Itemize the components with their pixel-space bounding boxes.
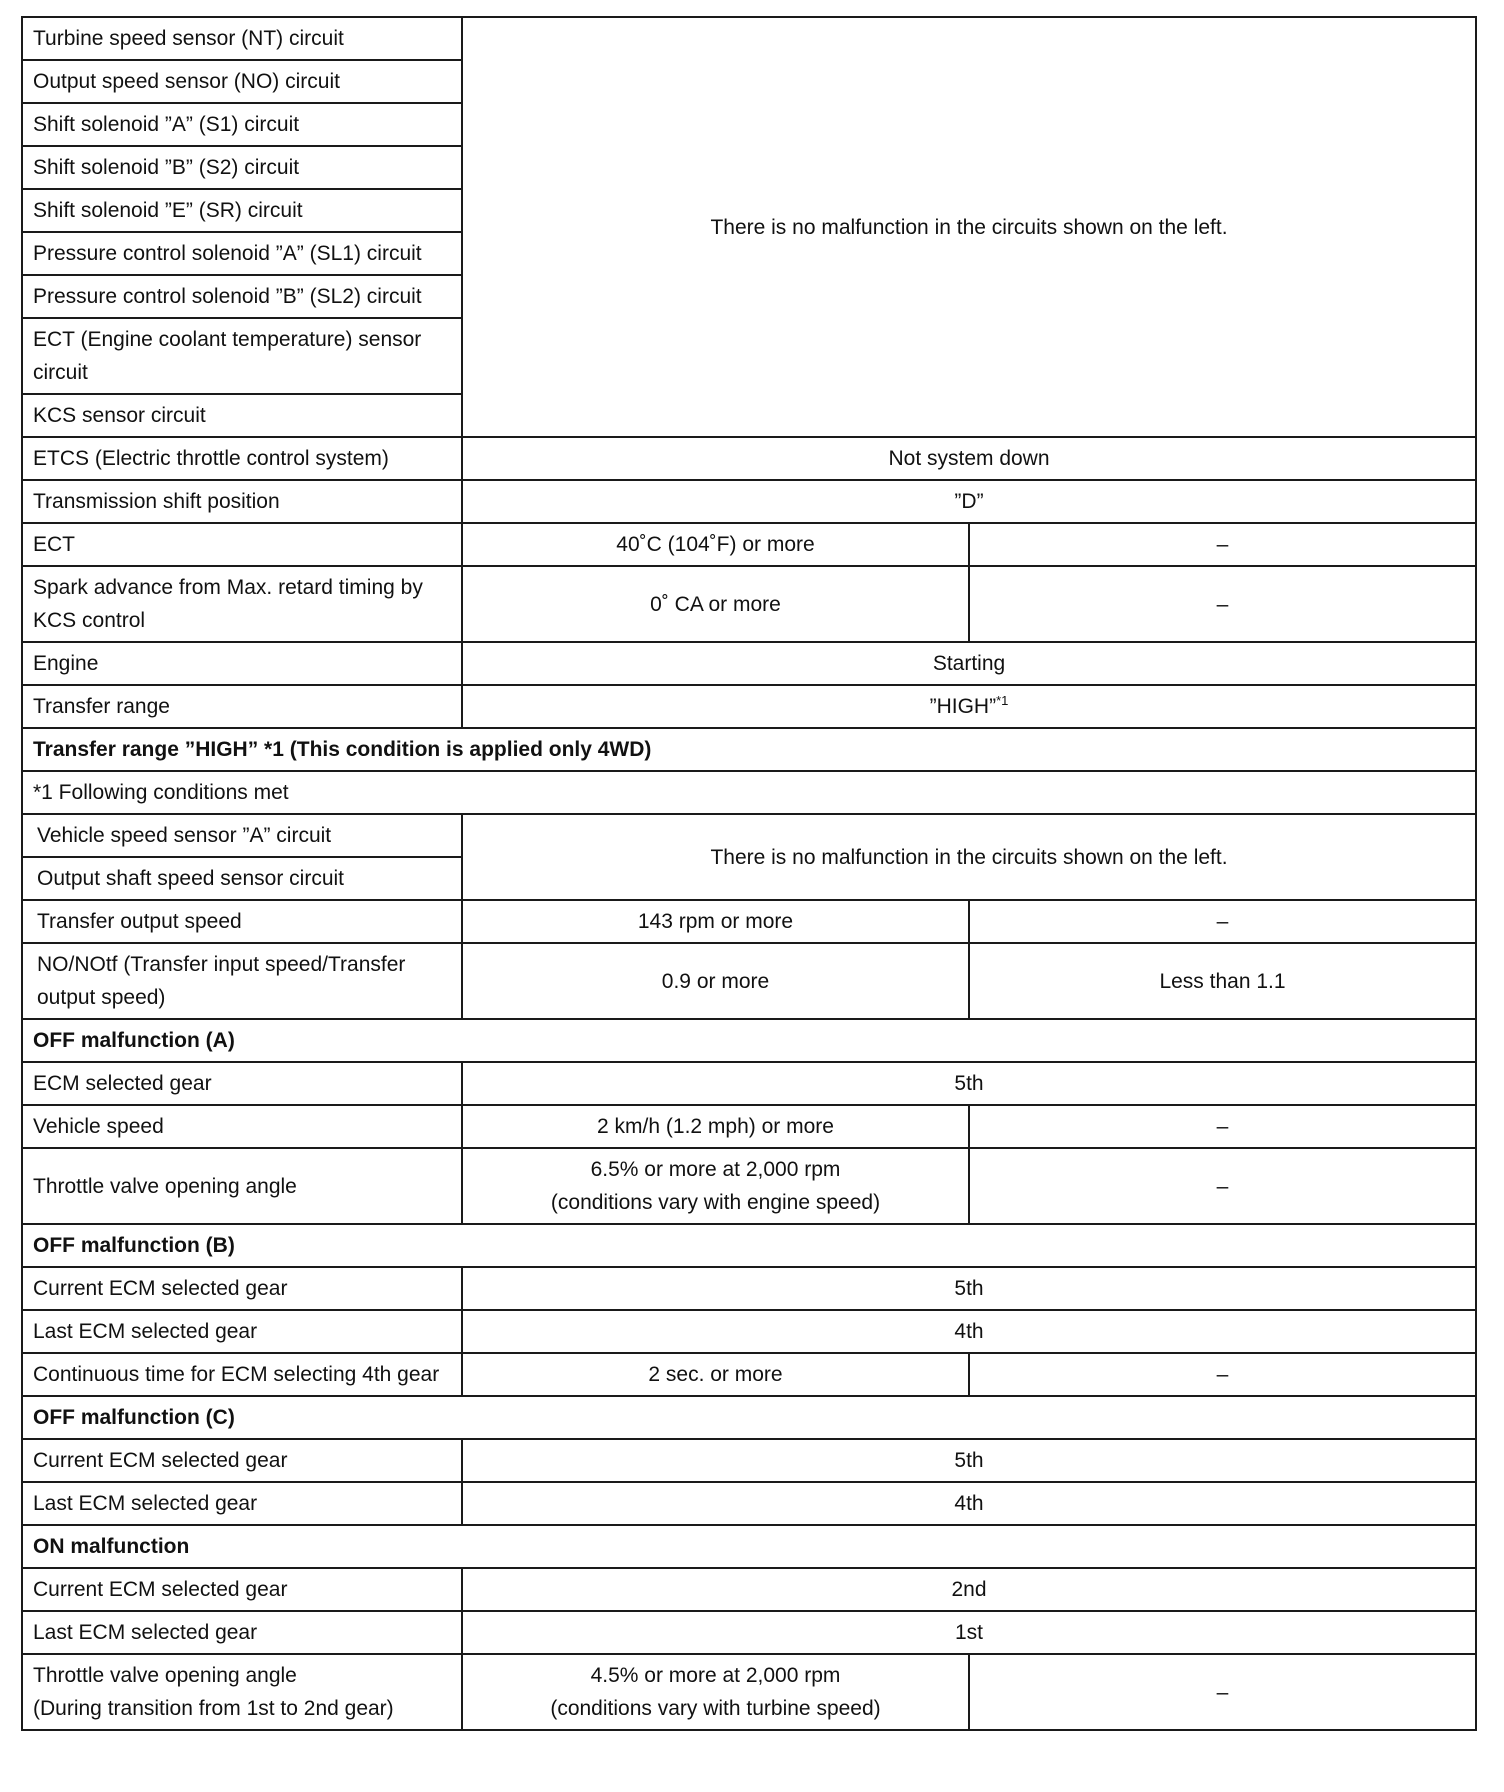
- transfer-output-speed-label: Transfer output speed: [22, 900, 462, 943]
- speed-ratio-value: 0.9 or more: [462, 943, 969, 1019]
- shift-position-label: Transmission shift position: [22, 480, 462, 523]
- circuit-label: KCS sensor circuit: [22, 394, 462, 437]
- on-throttle-label-line-1: Throttle valve opening angle: [33, 1664, 297, 1687]
- off-malfunction-c-header: OFF malfunction (C): [22, 1396, 1476, 1439]
- vehicle-speed-label: Vehicle speed: [22, 1105, 462, 1148]
- on-throttle-value-line-1: 4.5% or more at 2,000 rpm: [590, 1664, 841, 1687]
- circuit-label: Output speed sensor (NO) circuit: [22, 60, 462, 103]
- circuit-label: Shift solenoid ”A” (S1) circuit: [22, 103, 462, 146]
- ecm-gear-value: 5th: [462, 1062, 1476, 1105]
- on-throttle-value-2: –: [969, 1654, 1476, 1730]
- circuit-label: Pressure control solenoid ”B” (SL2) circuit: [22, 275, 462, 318]
- current-gear-label: Current ECM selected gear: [22, 1439, 462, 1482]
- continuous-time-label: Continuous time for ECM selecting 4th gear: [22, 1353, 462, 1396]
- transfer-section-header: Transfer range ”HIGH” *1 (This condition is applied only 4WD): [22, 728, 1476, 771]
- transfer-no-malfunction-result: There is no malfunction in the circuits shown on the left.: [462, 814, 1476, 900]
- transfer-output-speed-value-2: –: [969, 900, 1476, 943]
- vehicle-speed-value-2: –: [969, 1105, 1476, 1148]
- transfer-output-speed-value: 143 rpm or more: [462, 900, 969, 943]
- ect-value-2: –: [969, 523, 1476, 566]
- circuit-label: Shift solenoid ”B” (S2) circuit: [22, 146, 462, 189]
- current-gear-value: 5th: [462, 1439, 1476, 1482]
- vehicle-speed-value: 2 km/h (1.2 mph) or more: [462, 1105, 969, 1148]
- throttle-value-line-1: 6.5% or more at 2,000 rpm: [590, 1158, 841, 1181]
- circuit-label: Shift solenoid ”E” (SR) circuit: [22, 189, 462, 232]
- ecm-gear-label: ECM selected gear: [22, 1062, 462, 1105]
- circuit-label: Output shaft speed sensor circuit: [22, 857, 462, 900]
- last-gear-label: Last ECM selected gear: [22, 1482, 462, 1525]
- last-gear-label: Last ECM selected gear: [22, 1611, 462, 1654]
- off-malfunction-b-header: OFF malfunction (B): [22, 1224, 1476, 1267]
- footnote-text: *1 Following conditions met: [22, 771, 1476, 814]
- last-gear-value: 1st: [462, 1611, 1476, 1654]
- continuous-time-value-2: –: [969, 1353, 1476, 1396]
- transfer-range-label: Transfer range: [22, 685, 462, 728]
- throttle-value-line-2: (conditions vary with engine speed): [550, 1191, 881, 1214]
- speed-ratio-value-2: Less than 1.1: [969, 943, 1476, 1019]
- current-gear-label: Current ECM selected gear: [22, 1267, 462, 1310]
- on-throttle-value: [462, 1654, 969, 1730]
- on-throttle-label-line-2: (During transition from 1st to 2nd gear): [33, 1697, 394, 1720]
- off-malfunction-a-header: OFF malfunction (A): [22, 1019, 1476, 1062]
- circuit-label: Pressure control solenoid ”A” (SL1) circuit: [22, 232, 462, 275]
- on-throttle-label: [22, 1654, 462, 1730]
- no-malfunction-result: There is no malfunction in the circuits shown on the left.: [462, 17, 1476, 437]
- footnote-marker: *1: [996, 693, 1009, 708]
- on-throttle-value-line-2: (conditions vary with turbine speed): [550, 1697, 881, 1720]
- conditions-table: [21, 16, 1477, 1731]
- shift-position-value: ”D”: [462, 480, 1476, 523]
- ect-label: ECT: [22, 523, 462, 566]
- circuit-label: ECT (Engine coolant temperature) sensor circuit: [22, 318, 462, 394]
- engine-value: Starting: [462, 642, 1476, 685]
- etcs-value: Not system down: [462, 437, 1476, 480]
- current-gear-label: Current ECM selected gear: [22, 1568, 462, 1611]
- ect-value: 40˚C (104˚F) or more: [462, 523, 969, 566]
- throttle-value-2: –: [969, 1148, 1476, 1224]
- continuous-time-value: 2 sec. or more: [462, 1353, 969, 1396]
- circuit-label: Turbine speed sensor (NT) circuit: [22, 17, 462, 60]
- last-gear-value: 4th: [462, 1310, 1476, 1353]
- transfer-range-cell: [462, 685, 1476, 728]
- spark-advance-label: Spark advance from Max. retard timing by KCS control: [22, 566, 462, 642]
- current-gear-value: 5th: [462, 1267, 1476, 1310]
- circuit-label: Vehicle speed sensor ”A” circuit: [22, 814, 462, 857]
- speed-ratio-label: NO/NOtf (Transfer input speed/Transfer output speed): [22, 943, 462, 1019]
- throttle-label: Throttle valve opening angle: [22, 1148, 462, 1224]
- current-gear-value: 2nd: [462, 1568, 1476, 1611]
- last-gear-label: Last ECM selected gear: [22, 1310, 462, 1353]
- engine-label: Engine: [22, 642, 462, 685]
- throttle-value: [462, 1148, 969, 1224]
- on-malfunction-header: ON malfunction: [22, 1525, 1476, 1568]
- etcs-label: ETCS (Electric throttle control system): [22, 437, 462, 480]
- spark-advance-value-2: –: [969, 566, 1476, 642]
- spark-advance-value: 0˚ CA or more: [462, 566, 969, 642]
- transfer-range-value: ”HIGH”: [929, 695, 997, 718]
- last-gear-value: 4th: [462, 1482, 1476, 1525]
